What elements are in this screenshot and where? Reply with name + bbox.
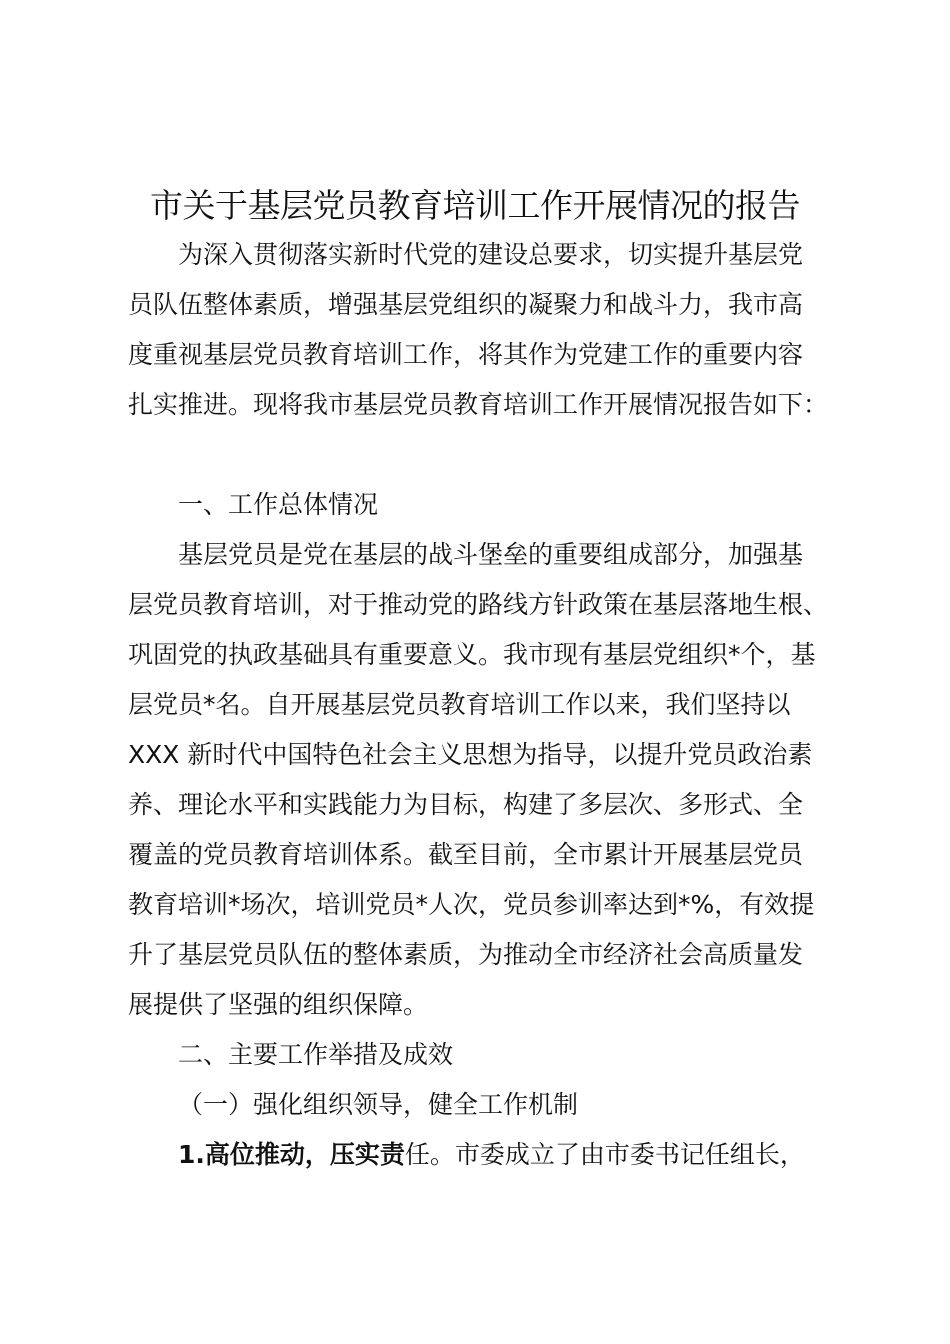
item-1-paragraph [178,1138,805,1172]
section-1-line-1: 基层党员是党在基层的战斗堡垒的重要组成部分，加强基 [178,540,804,569]
section-1-line-10: 展提供了坚强的组织保障。 [128,990,429,1019]
section-1-line-6: 养、理论水平和实践能力为目标，构建了多层次、多形式、全 [128,790,804,819]
section-1-line-9: 升了基层党员队伍的整体素质，为推动全市经济社会高质量发 [128,940,804,969]
intro-line-2: 员队伍整体素质，增强基层党组织的凝聚力和战斗力，我市高 [128,290,804,319]
item-1-text: 任。市委成立了由市委书记任组长， [404,1140,805,1169]
section-1-heading: 一、工作总体情况 [178,490,379,519]
intro-line-1: 为深入贯彻落实新时代党的建设总要求，切实提升基层党 [178,240,804,269]
section-1-line-4: 层党员*名。自开展基层党员教育培训工作以来，我们坚持以 [128,690,791,719]
section-2-heading: 二、主要工作举措及成效 [178,1040,454,1069]
section-1-line-2: 层党员教育培训，对于推动党的路线方针政策在基层落地生根、 [128,590,829,619]
section-1-line-5: XXX 新时代中国特色社会主义思想为指导，以提升党员政治素 [128,740,813,769]
document-title: 市关于基层党员教育培训工作开展情况的报告 [150,186,800,225]
section-1-line-8: 教育培训*场次，培训党员*人次，党员参训率达到*%，有效提 [128,890,815,919]
section-1-line-7: 覆盖的党员教育培训体系。截至目前，全市累计开展基层党员 [128,840,804,869]
section-1-line-3: 巩固党的执政基础具有重要意义。我市现有基层党组织*个，基 [128,640,816,669]
subsection-1-heading: （一）强化组织领导，健全工作机制 [178,1090,579,1119]
item-1-bold-lead: 1.高位推动，压实责 [178,1140,405,1169]
intro-line-4: 扎实推进。现将我市基层党员教育培训工作开展情况报告如下： [128,390,829,419]
intro-line-3: 度重视基层党员教育培训工作，将其作为党建工作的重要内容 [128,340,804,369]
